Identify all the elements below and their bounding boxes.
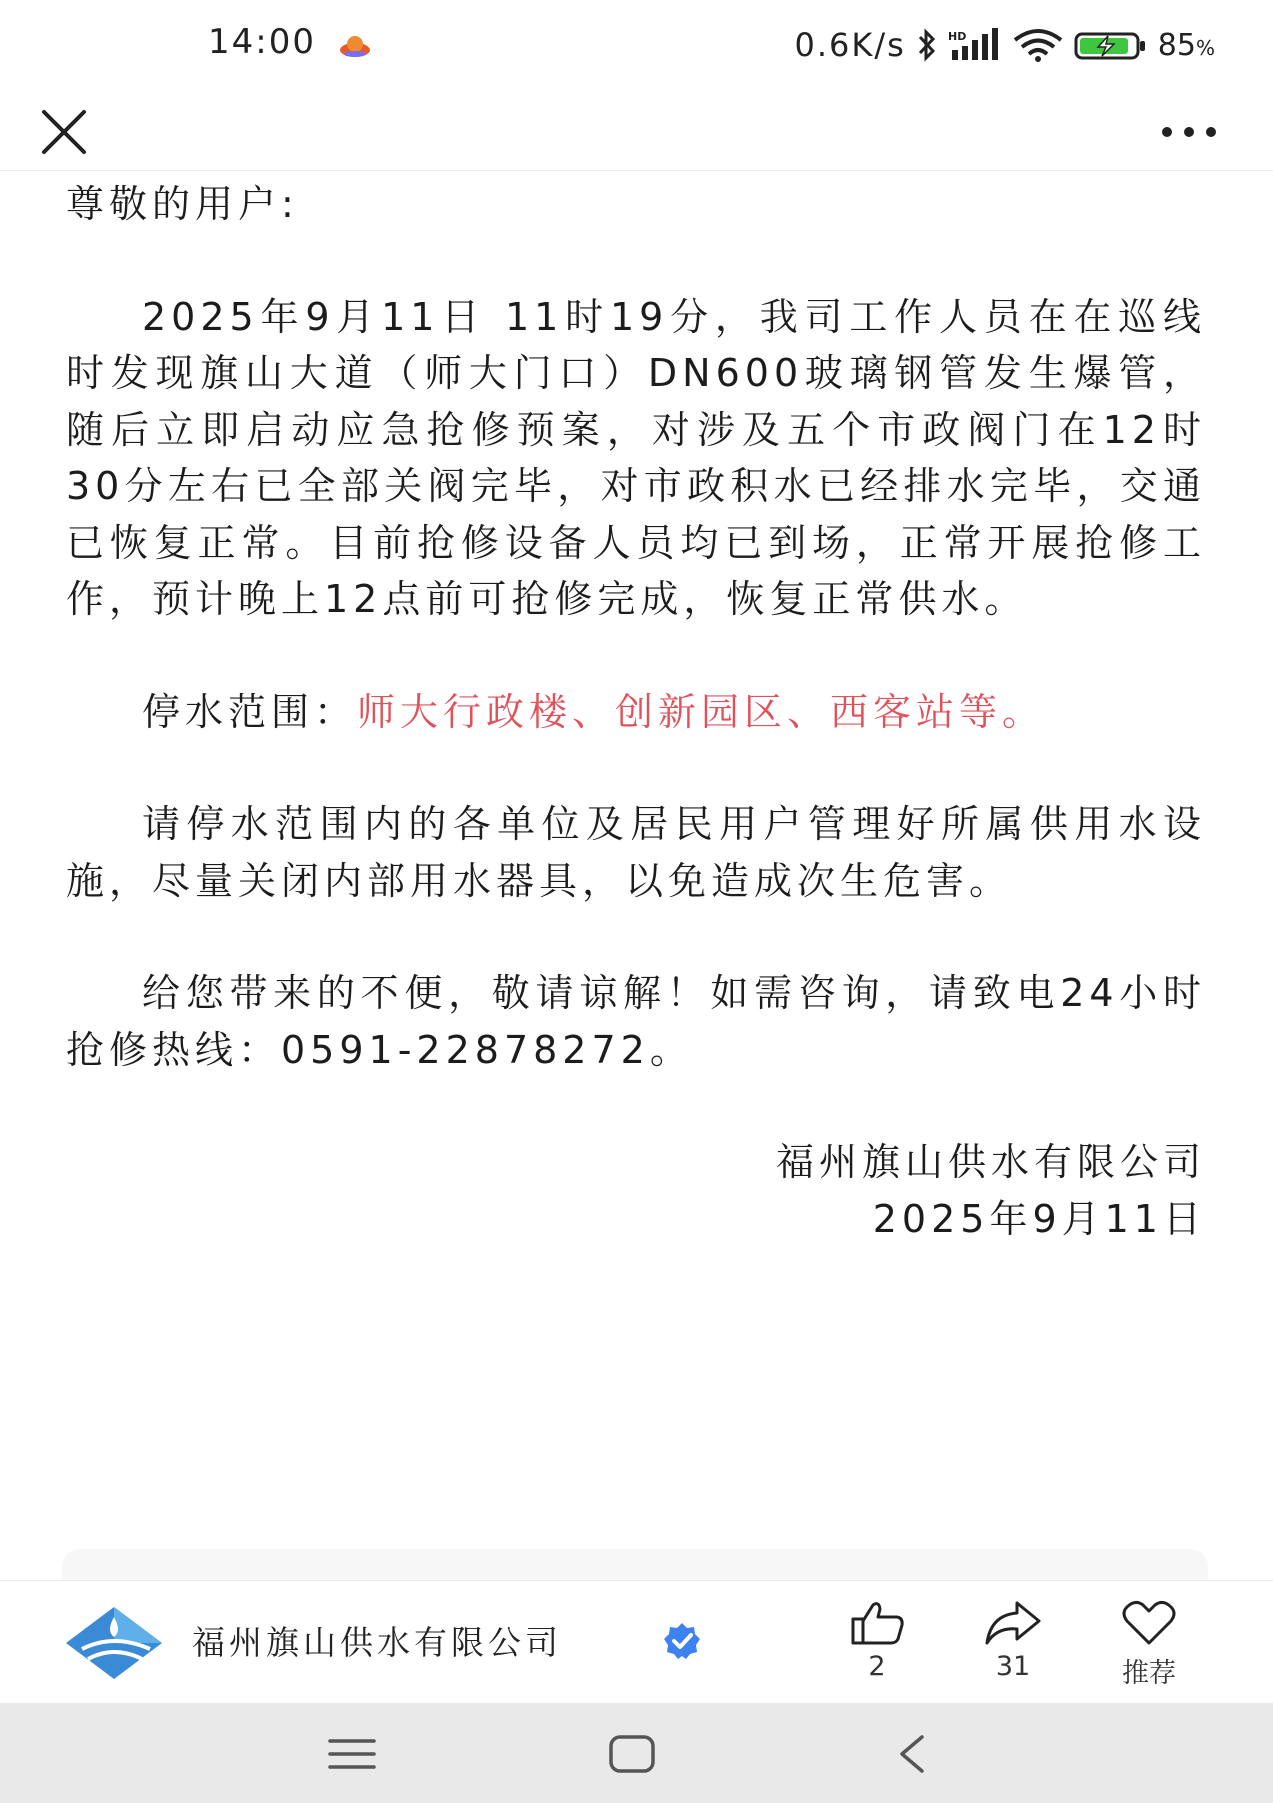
more-options-button[interactable]	[1157, 108, 1221, 156]
signal-icon	[948, 28, 1002, 62]
recommend-label: 推荐	[1122, 1658, 1176, 1689]
share-button[interactable]	[963, 1599, 1063, 1682]
share-icon	[983, 1599, 1043, 1647]
back-button[interactable]	[882, 1729, 942, 1779]
wifi-icon	[1012, 28, 1064, 62]
battery-percent: 85%	[1157, 27, 1215, 63]
status-time: 14:00	[208, 22, 316, 62]
battery-charging-icon	[1074, 28, 1148, 62]
author-action-bar	[0, 1580, 1273, 1703]
card-divider	[62, 1549, 1208, 1579]
menu-icon	[322, 1729, 382, 1779]
like-button[interactable]	[827, 1599, 927, 1682]
close-button[interactable]	[36, 104, 92, 160]
menu-button[interactable]	[322, 1729, 382, 1779]
top-nav-bar	[0, 92, 1273, 171]
bluetooth-icon	[916, 28, 938, 62]
author-name[interactable]: 福州旗山供水有限公司	[192, 1623, 562, 1662]
outage-scope: 师大行政楼、创新园区、西客站等。	[357, 689, 1046, 734]
company-logo[interactable]	[62, 1603, 166, 1683]
thumbs-up-icon	[847, 1599, 907, 1647]
paragraph-contact: 给您带来的不便，敬请谅解！如需咨询，请致电24小时抢修热线：0591-22878272。	[66, 971, 1206, 1072]
status-bar	[0, 0, 1273, 92]
paragraph-outage-scope	[66, 684, 1206, 741]
outage-label: 停水范围：	[142, 689, 358, 734]
like-count: 2	[868, 1651, 886, 1682]
article-body	[66, 176, 1206, 1247]
system-nav-bar	[0, 1703, 1273, 1803]
back-icon	[882, 1729, 942, 1779]
heart-icon	[1119, 1599, 1179, 1647]
paragraph-advice: 请停水范围内的各单位及居民用户管理好所属供用水设施，尽量关闭内部用水器具，以免造成次生危害。	[66, 802, 1206, 903]
share-count: 31	[995, 1651, 1031, 1682]
verified-icon	[662, 1621, 702, 1661]
home-icon	[602, 1729, 662, 1779]
paragraph-incident: 2025年9月11日 11时19分，我司工作人员在在巡线时发现旗山大道（师大门口）DN600玻璃钢管发生爆管，随后立即启动应急抢修预案，对涉及五个市政阀门在12时30分左右已全部关阀完毕，对市政积水已经排水完毕，交通已恢复正常。目前抢修设备人员均已到场，正常开展抢修工作，预计晚上12点前可抢修完成，恢复正常供水。	[66, 294, 1206, 621]
app-notification-icon	[338, 32, 372, 60]
salutation: 尊敬的用户:	[66, 182, 299, 226]
close-icon	[36, 104, 92, 160]
more-icon	[1157, 108, 1221, 156]
network-speed: 0.6K/s	[794, 26, 906, 64]
signature-company: 福州旗山供水有限公司	[775, 1140, 1206, 1184]
svg-text:HD: HD	[947, 30, 967, 43]
home-button[interactable]	[602, 1729, 662, 1779]
signature-date: 2025年9月11日	[872, 1196, 1206, 1241]
status-right-group	[794, 22, 1215, 68]
recommend-button[interactable]	[1099, 1599, 1199, 1690]
